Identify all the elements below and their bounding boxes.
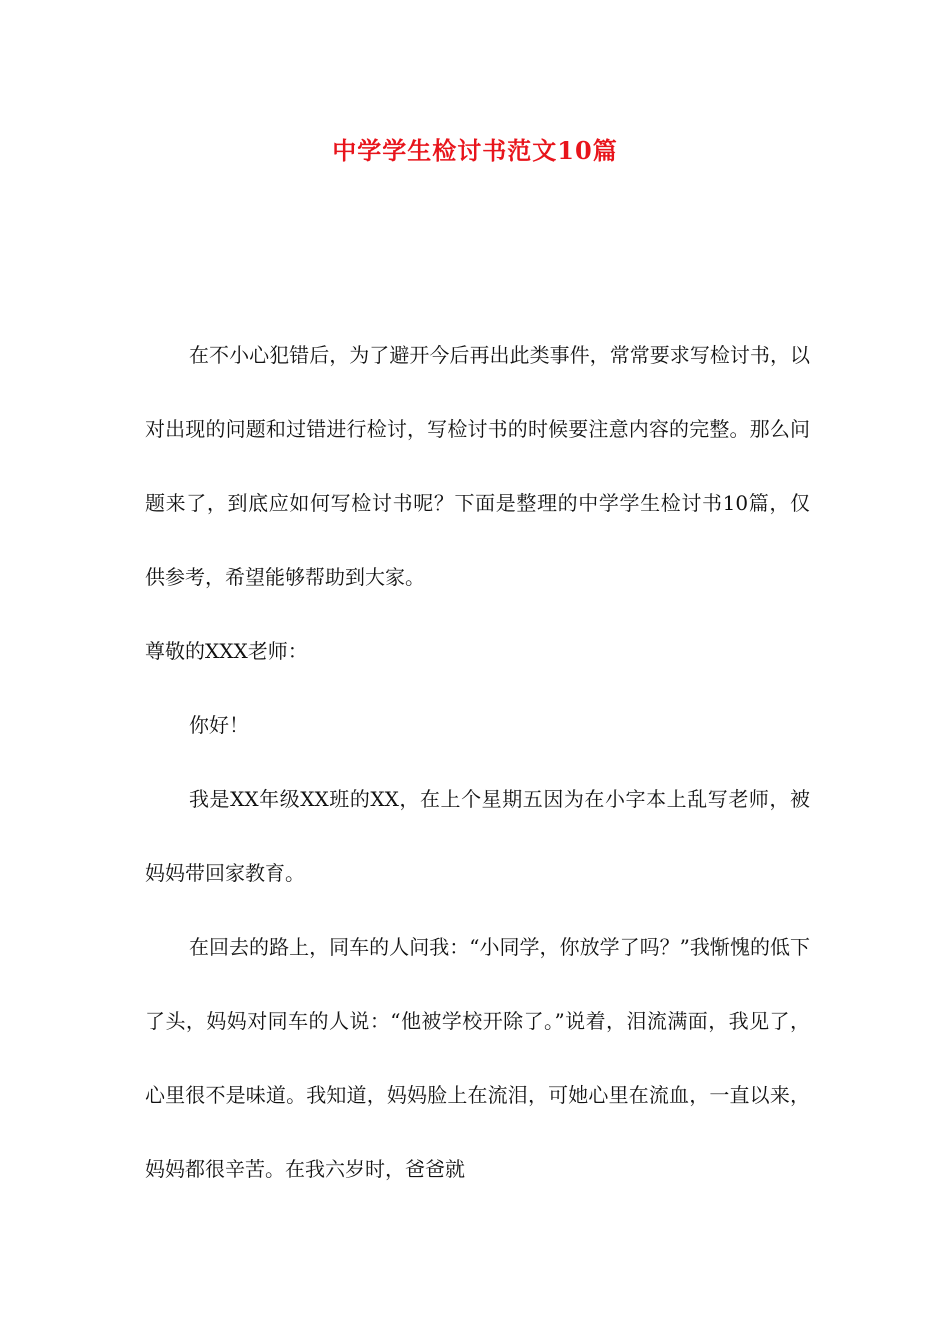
body-paragraph-2: 在回去的路上，同车的人问我：“小同学，你放学了吗？”我惭愧的低下了头，妈妈对同车的人说：“他被学校开除了。”说着，泪流满面，我见了，心里很不是味道。我知道，妈妈脸上在流泪，可她心里在流血，一直以来，妈妈都很辛苦。在我六岁时，爸爸就 xyxy=(145,935,810,1181)
intro-paragraph: 在不小心犯错后，为了避开今后再出此类事件，常常要求写检讨书，以对出现的问题和过错进行检讨，写检讨书的时候要注意内容的完整。那么问题来了，到底应如何写检讨书呢？下面是整理的中学学生检讨书10篇，仅供参考，希望能够帮助到大家。 xyxy=(145,343,810,589)
document-body xyxy=(145,318,810,1206)
body-paragraph-1: 我是XX年级XX班的XX，在上个星期五因为在小字本上乱写老师，被妈妈带回家教育。 xyxy=(145,787,810,885)
salutation: 尊敬的XXX老师： xyxy=(145,639,308,663)
document-title: 中学学生检讨书范文10篇 xyxy=(332,136,618,165)
greeting: 你好！ xyxy=(189,713,249,737)
